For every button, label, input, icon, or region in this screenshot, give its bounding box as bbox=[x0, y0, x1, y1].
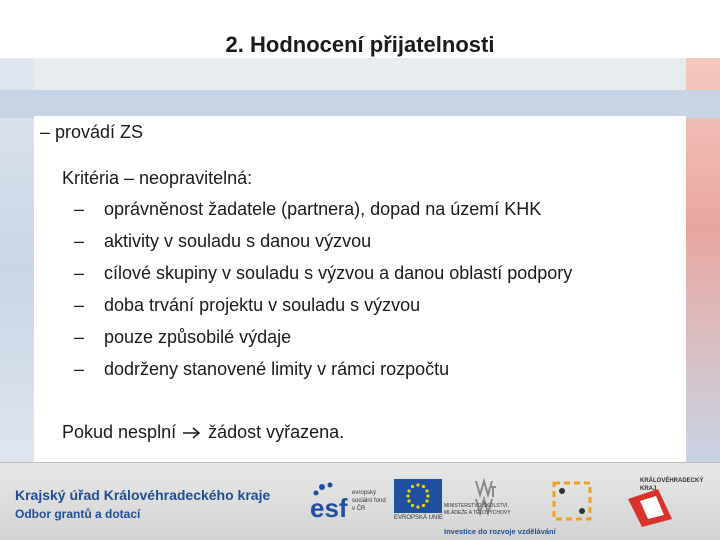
left-decor-band bbox=[0, 58, 36, 478]
list-dash: – bbox=[74, 263, 85, 283]
slide-title: 2. Hodnocení přijatelnosti bbox=[225, 32, 495, 57]
eu-flag-icon bbox=[394, 479, 442, 513]
conclusion-prefix: Pokud nesplní bbox=[62, 422, 177, 442]
header-blue-band bbox=[0, 90, 720, 118]
list-dash: – bbox=[74, 231, 85, 251]
kraj-caption: KRÁLOVÉHRADECKÝ KRAJ bbox=[640, 478, 704, 492]
list-dash: – bbox=[74, 199, 85, 219]
list-dash: – bbox=[74, 295, 85, 315]
footer-dept-name: Odbor grantů a dotací bbox=[15, 507, 141, 521]
criteria-item: oprávněnost žadatele (partnera), dopad na území KHK bbox=[104, 199, 542, 219]
conclusion-line bbox=[62, 422, 344, 443]
right-decor-band bbox=[680, 58, 720, 478]
list-dash: – bbox=[74, 359, 85, 379]
criteria-item: pouze způsobilé výdaje bbox=[104, 327, 292, 347]
conclusion-suffix: žádost vyřazena. bbox=[208, 422, 345, 442]
esf-caption: evropský sociální fond v ČR bbox=[352, 490, 386, 512]
evaluator-line: – provádí ZS bbox=[40, 122, 144, 142]
esf-wordmark: esf bbox=[310, 493, 348, 523]
criteria-label: Kritéria – neopravitelná: bbox=[62, 168, 253, 188]
list-dash: – bbox=[74, 327, 85, 347]
header-grey-strip bbox=[34, 58, 686, 90]
oppa-logo bbox=[544, 477, 600, 525]
eu-caption: EVROPSKÁ UNIE bbox=[394, 515, 444, 521]
criteria-item: dodrženy stanovené limity v rámci rozpočtu bbox=[104, 359, 450, 379]
criteria-item: cílové skupiny v souladu s výzvou a danou oblastí podpory bbox=[104, 263, 573, 283]
footer-tagline: Investice do rozvoje vzdělávání bbox=[444, 527, 556, 536]
arrow-right-icon bbox=[182, 426, 202, 440]
footer-bar bbox=[0, 462, 720, 540]
footer-org-name: Krajský úřad Královéhradeckého kraje bbox=[15, 487, 271, 503]
msmt-caption: MINISTERSTVO ŠKOLSTVÍ, MLÁDEŽE A TĚLOVÝCHOVY bbox=[444, 503, 511, 516]
criteria-item: aktivity v souladu s danou výzvou bbox=[104, 231, 372, 251]
criteria-item: doba trvání projektu v souladu s výzvou bbox=[104, 295, 421, 315]
